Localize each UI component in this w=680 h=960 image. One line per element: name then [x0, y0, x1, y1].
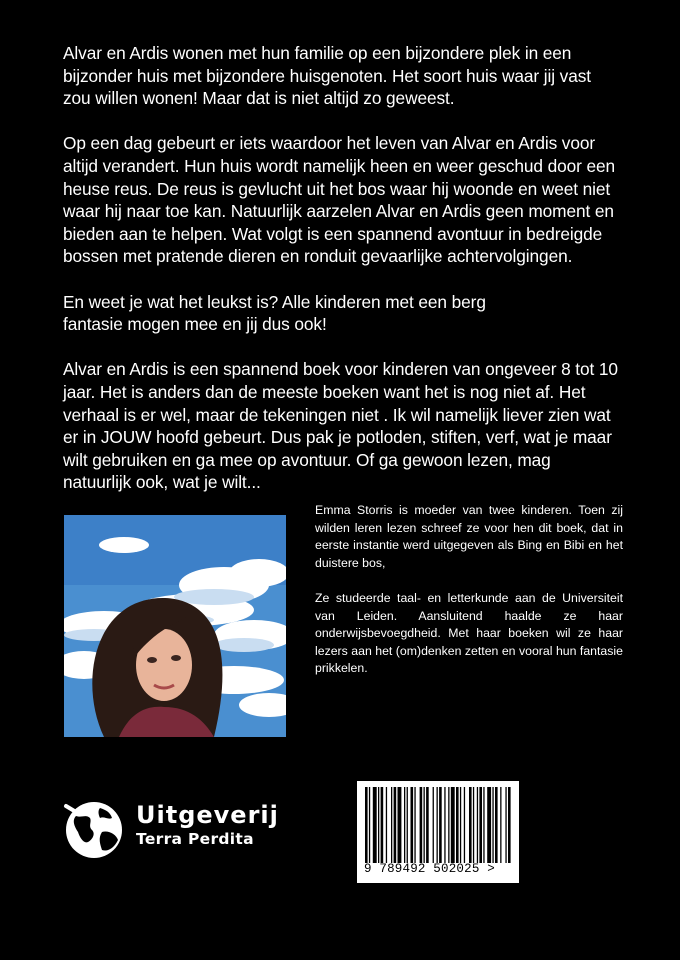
author-bio [315, 502, 623, 696]
bio-paragraph-1: Emma Storris is moeder van twee kinderen. Toen zij wilden leren lezen schreef ze voor hen dit boek, dat in eerste instantie werd uitgegeven als Bing en Bibi en het duistere bos, [315, 503, 623, 570]
blurb-paragraph-4: Alvar en Ardis is een spannend boek voor kinderen van ongeveer 8 tot 10 jaar. Het is anders dan de meeste boeken want het is nog niet af. Het verhaal is er wel, maar de tekeningen niet . Ik wil namelijk liever zien wat er in JOUW hoofd gebeurt. Dus pak je potloden, stiften, verf, wat je maar wilt gebruiken en ga mee op avontuur. Of ga gewoon lezen, mag natuurlijk ook, wat je wilt... [63, 359, 618, 493]
blurb-paragraph-2: Op een dag gebeurt er iets waardoor het leven van Alvar en Ardis voor altijd verandert. Hun huis wordt namelijk heen en weer geschud door een heuse reus. De reus is gevlucht uit het bos waar hij woonde en weet niet waar hij naar toe kan. Natuurlijk aarzelen Alvar en Ardis geen moment en bieden aan te helpen. Wat volgt is een spannend avontuur in bedreigde bossen met pratende dieren en ronduit gevaarlijke achtervolgingen. [63, 133, 615, 267]
bio-paragraph-2: Ze studeerde taal- en letterkunde aan de Universiteit van Leiden. Aansluitend haalde ze haar onderwijsbevoegdheid. Met haar boeken wil ze haar lezers aan het (om)denken zetten en vooral hun fantasie prikkelen. [315, 590, 623, 676]
publisher-subname: Terra Perdita [136, 830, 254, 848]
barcode-digits: 9 789492 502025 > [364, 862, 495, 876]
barcode-bars [365, 787, 511, 863]
publisher-name: Uitgeverij [136, 801, 279, 829]
back-cover-blurb [63, 42, 623, 516]
blurb-paragraph-3: En weet je wat het leukst is? Alle kinderen met een berg fantasie mogen mee en jij dus ook! [63, 291, 486, 335]
globe-icon [62, 798, 126, 862]
author-photo [64, 515, 286, 737]
isbn-barcode [357, 781, 519, 883]
blurb-paragraph-1: Alvar en Ardis wonen met hun familie op een bijzondere plek in een bijzonder huis met bijzondere huisgenoten. Het soort huis waar jij vast zou willen wonen! Maar dat is niet altijd zo geweest. [63, 43, 591, 109]
publisher-logo [62, 798, 302, 862]
